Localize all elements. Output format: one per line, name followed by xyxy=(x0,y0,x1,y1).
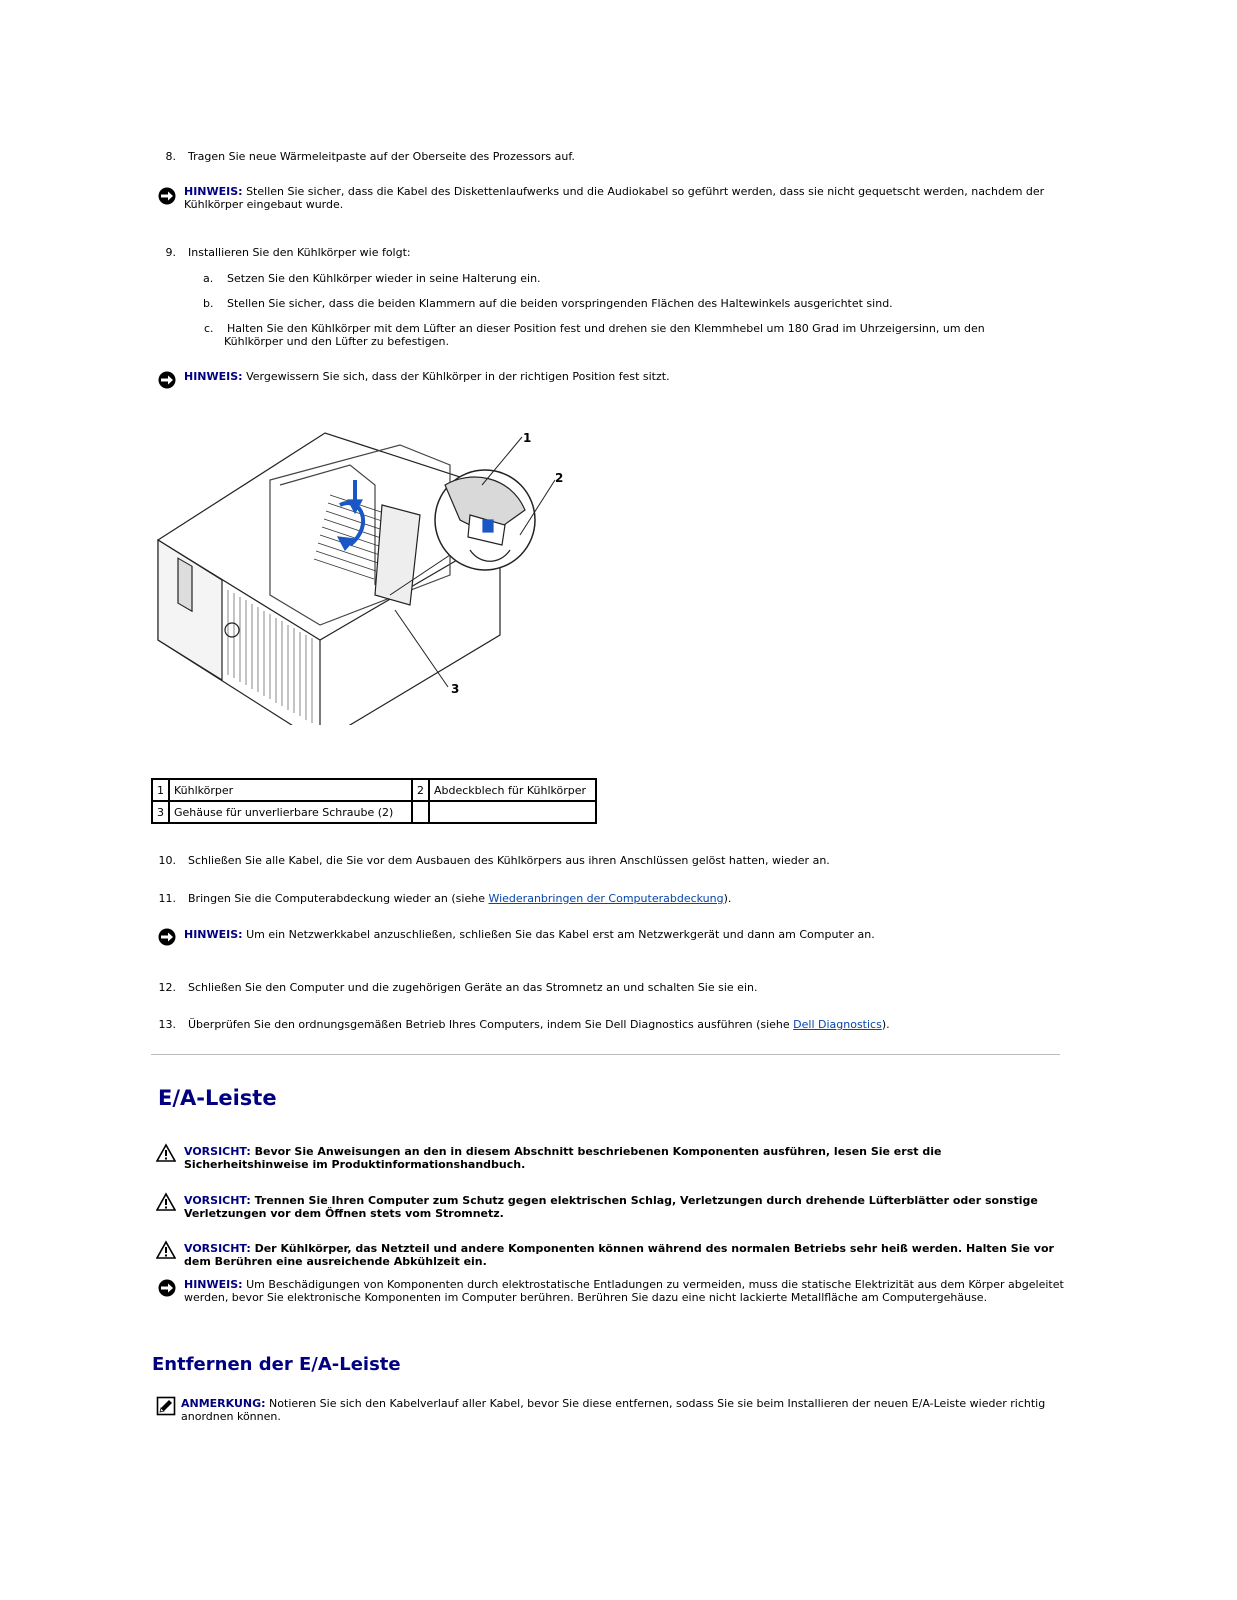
caution-label: VORSICHT: xyxy=(184,1194,251,1207)
section-title: E/A-Leiste xyxy=(158,1086,277,1110)
notice-text xyxy=(184,185,1064,211)
notice-label: HINWEIS: xyxy=(184,1278,243,1291)
substep-text: Halten Sie den Kühlkörper mit dem Lüfter an dieser Position fest und drehen sie den Klemmhebel um 180 Grad im Uhrzeigersinn, um den Kühlkörper und den Lüfter zu befestigen. xyxy=(224,322,985,348)
callout-label: 1 xyxy=(523,431,532,445)
step-number: 9. xyxy=(165,246,176,259)
step-number: 12. xyxy=(158,981,176,994)
caution-label: VORSICHT: xyxy=(184,1242,251,1255)
substep-letter: b. xyxy=(203,297,214,310)
caution-label: VORSICHT: xyxy=(184,1145,251,1158)
legend-label: Kühlkörper xyxy=(169,779,412,801)
caution-body: Trennen Sie Ihren Computer zum Schutz gegen elektrischen Schlag, Verletzungen durch drehende Lüfterblätter oder sonstige Verletzungen vor dem Öffnen stets vom Stromnetz. xyxy=(184,1194,1038,1220)
substep-text: Stellen Sie sicher, dass die beiden Klammern auf die beiden vorspringenden Flächen des Haltewinkels ausgerichtet sind. xyxy=(227,297,893,310)
step-text xyxy=(188,1018,890,1031)
legend-number: 1 xyxy=(152,779,169,801)
notice-icon xyxy=(157,186,177,206)
notice-body: Vergewissern Sie sich, dass der Kühlkörper in der richtigen Position fest sitzt. xyxy=(246,370,670,383)
step-text: Installieren Sie den Kühlkörper wie folgt: xyxy=(188,246,411,259)
legend-label: Abdeckblech für Kühlkörper xyxy=(429,779,596,801)
substep-text: Setzen Sie den Kühlkörper wieder in seine Halterung ein. xyxy=(227,272,541,285)
step-number: 10. xyxy=(158,854,176,867)
table-row xyxy=(152,801,596,823)
caution-text xyxy=(184,1242,1064,1268)
callout-label: 3 xyxy=(451,682,460,696)
subsection-title: Entfernen der E/A-Leiste xyxy=(152,1354,401,1375)
heat-sink-illustration xyxy=(150,425,570,725)
step-text: Schließen Sie den Computer und die zugehörigen Geräte an das Stromnetz an und schalten Sie sie ein. xyxy=(188,981,758,994)
warning-icon xyxy=(156,1192,176,1212)
annotation-text xyxy=(181,1397,1061,1423)
notice-text xyxy=(184,1278,1064,1304)
step-text xyxy=(188,892,731,905)
legend-label: Gehäuse für unverlierbare Schraube (2) xyxy=(169,801,412,823)
caution-text xyxy=(184,1145,1064,1171)
link-reattach-cover[interactable]: Wiederanbringen der Computerabdeckung xyxy=(488,892,724,905)
table-row xyxy=(152,779,596,801)
section-divider xyxy=(151,1054,1060,1055)
caution-text xyxy=(184,1194,1064,1220)
substep-letter: c. xyxy=(204,322,214,335)
legend-number: 2 xyxy=(412,779,429,801)
notice-body: Stellen Sie sicher, dass die Kabel des Diskettenlaufwerks und die Audiokabel so geführt werden, dass sie nicht gequetscht werden, nachdem der Kühlkörper eingebaut wurde. xyxy=(184,185,1045,211)
caution-body: Der Kühlkörper, das Netzteil und andere Komponenten können während des normalen Betriebs sehr heiß werden. Halten Sie vor dem Berühren eine ausreichende Abkühlzeit ein. xyxy=(184,1242,1054,1268)
warning-icon xyxy=(156,1143,176,1163)
annotation-label: ANMERKUNG: xyxy=(181,1397,266,1410)
note-pencil-icon xyxy=(156,1396,176,1416)
step-text-post: ). xyxy=(723,892,732,905)
substep-letter: a. xyxy=(203,272,214,285)
figure-legend-table xyxy=(151,778,597,824)
step-text: Schließen Sie alle Kabel, die Sie vor dem Ausbauen des Kühlkörpers aus ihren Anschlüssen gelöst hatten, wieder an. xyxy=(188,854,830,867)
notice-icon xyxy=(157,927,177,947)
step-text: Tragen Sie neue Wärmeleitpaste auf der Oberseite des Prozessors auf. xyxy=(188,150,575,163)
link-dell-diagnostics[interactable]: Dell Diagnostics xyxy=(793,1018,882,1031)
warning-icon xyxy=(156,1240,176,1260)
legend-label xyxy=(429,801,596,823)
notice-body: Um Beschädigungen von Komponenten durch elektrostatische Entladungen zu vermeiden, muss die statische Elektrizität aus dem Körper abgeleitet werden, bevor Sie elektronische Komponenten im Computer berühren. Berühren Sie dazu eine nicht lackierte Metallfläche am Computergehäuse. xyxy=(184,1278,1064,1304)
notice-label: HINWEIS: xyxy=(184,370,243,383)
notice-text xyxy=(184,370,1064,383)
notice-icon xyxy=(157,1278,177,1298)
step-text-pre: Bringen Sie die Computerabdeckung wieder an (siehe xyxy=(188,892,489,905)
legend-number: 3 xyxy=(152,801,169,823)
legend-number xyxy=(412,801,429,823)
step-text-pre: Überprüfen Sie den ordnungsgemäßen Betrieb Ihres Computers, indem Sie Dell Diagnostics ausführen (siehe xyxy=(188,1018,794,1031)
annotation-body: Notieren Sie sich den Kabelverlauf aller Kabel, bevor Sie diese entfernen, sodass Sie sie beim Installieren der neuen E/A-Leiste wieder richtig anordnen können. xyxy=(181,1397,1046,1423)
callout-label: 2 xyxy=(555,471,564,485)
step-number: 13. xyxy=(158,1018,176,1031)
notice-icon xyxy=(157,370,177,390)
step-text-post: ). xyxy=(881,1018,890,1031)
notice-text xyxy=(184,928,1064,941)
notice-label: HINWEIS: xyxy=(184,185,243,198)
notice-label: HINWEIS: xyxy=(184,928,243,941)
step-number: 8. xyxy=(165,150,176,163)
step-number: 11. xyxy=(158,892,176,905)
caution-body: Bevor Sie Anweisungen an den in diesem Abschnitt beschriebenen Komponenten ausführen, lesen Sie erst die Sicherheitshinweise im Produktinformationshandbuch. xyxy=(184,1145,942,1171)
notice-body: Um ein Netzwerkkabel anzuschließen, schließen Sie das Kabel erst am Netzwerkgerät und dann am Computer an. xyxy=(246,928,875,941)
